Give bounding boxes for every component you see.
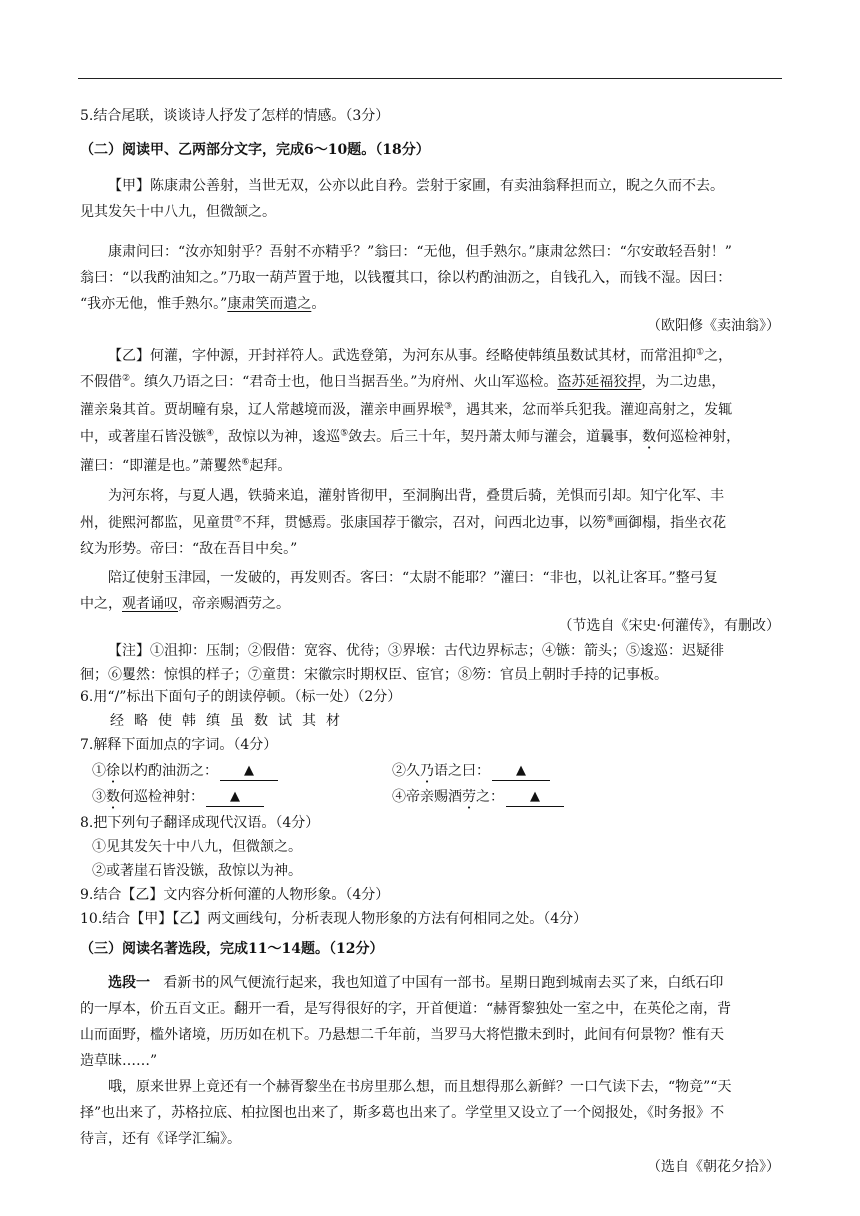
question-9: 9.结合【乙】文内容分析何灌的人物形象。（4分） [80, 887, 390, 903]
excerpt-line-1 [108, 973, 723, 993]
yi-l7-c: 画御榻，指坐衣花 [614, 515, 727, 531]
yi-line-2 [80, 372, 725, 392]
q7-item-2-answer-blank[interactable] [492, 762, 550, 781]
excerpt-1-text: 看新书的风气便流行起来，我也知道了中国有一部书。星期日跑到城南去买了来，白纸石印 [163, 975, 724, 991]
yi-line-6: 为河东将，与夏人遇，铁骑来追，灌射皆彻甲，至洞胸出背，叠贯后骑，羌惧而引却。知宁化军、丰 [108, 488, 724, 504]
yi-l2-a: 不假借 [80, 374, 122, 390]
q7-item-3-num: ③ [92, 789, 106, 805]
jia-line-5 [80, 294, 325, 314]
excerpt-line-6: 择”也出来了，苏格拉底、柏拉图也出来了，斯多葛也出来了。学堂里又设立了一个阅报处，《时务报》不 [80, 1105, 725, 1121]
q7-item-1-rest: 以杓酌油沥之： [120, 763, 218, 779]
excerpt-line-3: 山而面野，槛外诸境，历历如在机下。乃悬想二千年前，当罗马大将恺撒未到时，此间有何景物？惟有天 [80, 1027, 724, 1043]
note-mark-7: ⑦ [234, 514, 243, 525]
yi-l7-a: 州，徙熙河都监，见童贯 [80, 515, 234, 531]
excerpt-1-label: 选段一 [108, 975, 150, 991]
yi-l4-c: 敛去。后三十年，契丹萧太师与灌会，道曩事， [348, 429, 643, 445]
yi-line-8: 纹为形势。帝曰：“敌在吾目中矣。” [80, 541, 298, 557]
q7-item-3-dot: 数 [106, 789, 120, 805]
part-3-heading: （三）阅读名著选段，完成11～14题。（12分） [80, 941, 384, 957]
q7-item-4-answer-blank[interactable] [506, 788, 564, 807]
yi-l10-a: 中之， [80, 596, 122, 612]
q7-item-4-rest: 之： [476, 789, 504, 805]
yi-line-3 [80, 400, 732, 420]
yi-l2-c: ，为二边患， [641, 374, 726, 390]
q7-item-2-pre: 久 [406, 763, 420, 779]
q8-sentence-1: ①见其发矢十中八九，但微颔之。 [92, 839, 302, 855]
jia-source: （欧阳修《卖油翁》） [647, 318, 780, 334]
yi-l4-b: ，敌惊以为神，逡巡 [214, 429, 341, 445]
q7-item-2-dot: 乃 [420, 763, 434, 779]
jia-underlined-sentence: 康肃笑而遣之 [227, 296, 312, 312]
part-2-heading: （二）阅读甲、乙两部分文字，完成6～10题。（18分） [80, 142, 430, 158]
q7-item-3 [92, 787, 264, 807]
jia-line-4: 翁曰：“以我酌油知之。”乃取一葫芦置于地，以钱覆其口，徐以杓酌油沥之，自钱孔入，而钱不湿。因曰： [80, 270, 732, 286]
yi-line-4 [80, 427, 740, 447]
excerpt-line-2: 的一厚本，价五百文正。翻开一看，是写得很好的字，开首便道：“赫胥黎独处一室之中，在英伦之南，背 [80, 1001, 732, 1017]
yi-source: （节选自《宋史·何灌传》，有删改） [558, 618, 780, 634]
jia-line-3: 康肃问曰：“汝亦知射乎？吾射不亦精乎？”翁曰：“无他，但手熟尔。”康肃忿然曰：“尔安敢轻吾射！” [108, 244, 732, 260]
q7-item-4 [392, 787, 564, 807]
q7-item-1 [92, 761, 278, 781]
excerpt-source: （选自《朝花夕拾》） [647, 1159, 780, 1175]
note-mark-8: ⑧ [606, 514, 615, 525]
dotted-char-shu: 数 [642, 429, 657, 445]
note-mark-5: ⑤ [340, 428, 349, 439]
yi-l5-a: 灌曰：“即灌是也。”萧矍然 [80, 458, 242, 474]
note-mark-4: ④ [206, 428, 215, 439]
yi-l7-b: 不拜，贯憾焉。张康国荐于徽宗，召对，问西北边事，以笏 [242, 515, 607, 531]
notes-line-1: 【注】①沮抑：压制；②假借：宽容、优待；③界堠：古代边界标志；④镞：箭头；⑤逡巡：迟疑徘 [108, 643, 724, 659]
yi-line-5 [80, 456, 291, 476]
q7-item-1-dot: 徐 [106, 763, 120, 779]
excerpt-line-5: 哦，原来世界上竟还有一个赫胥黎坐在书房里那么想，而且想得那么新鲜？一口气读下去，“物竞”“天 [108, 1079, 732, 1095]
q6-sentence: 经略使韩缜虽数试其材 [110, 713, 350, 729]
q7-item-1-num: ① [92, 763, 106, 779]
jia-line-5-text: “我亦无他，惟手熟尔。” [80, 296, 228, 312]
question-5: 5.结合尾联，谈谈诗人抒发了怎样的情感。（3分） [80, 108, 390, 124]
jia-line-1: 【甲】陈康肃公善射，当世无双，公亦以此自矜。尝射于家圃，有卖油翁释担而立，睨之久而不去。 [108, 178, 724, 194]
jia-line-2: 见其发矢十中八九，但微颔之。 [80, 204, 276, 220]
top-rule [78, 78, 782, 79]
question-7: 7.解释下面加点的字词。（4分） [80, 737, 278, 753]
q7-item-3-answer-blank[interactable] [206, 788, 264, 807]
yi-line-7 [80, 513, 726, 533]
question-6: 6.用“/”标出下面句子的朗读停顿。（标一处）（2分） [80, 689, 402, 705]
yi-l1-a: 【乙】何灌，字仲源，开封祥符人。武选登第，为河东从事。经略使韩缜虽数试其材，而常沮抑 [108, 348, 696, 364]
q7-item-2-num: ② [392, 763, 406, 779]
q8-sentence-2: ②或著崖石皆没镞，敌惊以为神。 [92, 863, 302, 879]
q7-item-1-answer-blank[interactable] [220, 762, 278, 781]
yi-line-9: 陪辽使射玉津园，一发破的，再发则否。客曰：“太尉不能耶？”灌曰：“非也，以礼让客耳。”整弓复 [108, 570, 718, 586]
question-10: 10.结合【甲】【乙】两文画线句，分析表现人物形象的方法有何相同之处。（4分） [80, 911, 588, 927]
excerpt-line-7: 待言，还有《译学汇编》。 [80, 1131, 241, 1147]
q7-item-2-rest: 语之曰： [434, 763, 490, 779]
excerpt-1-gap [150, 975, 163, 991]
yi-l4-d: 何巡检神射， [656, 429, 741, 445]
yi-line-10 [80, 594, 290, 614]
q7-item-4-dot: 劳 [462, 789, 476, 805]
note-mark-1: ① [696, 347, 705, 358]
yi-l4-a: 中，或著崖石皆没镞 [80, 429, 206, 445]
note-mark-2: ② [122, 373, 131, 384]
yi-l5-b: 起拜。 [249, 458, 292, 474]
note-mark-3: ③ [444, 401, 453, 412]
yi-underlined-sentence: 观者诵叹 [122, 596, 178, 612]
yi-underlined-phrase: 盗苏延福狡捍 [557, 374, 642, 390]
q7-item-4-pre: 帝亲赐酒 [406, 789, 462, 805]
yi-l1-b: 之， [704, 348, 733, 364]
yi-line-1 [108, 346, 732, 366]
note-mark-6: ⑥ [241, 457, 250, 468]
yi-l2-b: 。缜久乃语之曰：“君奇士也，他日当据吾坐。”为府州、火山军巡检。 [130, 374, 558, 390]
q7-item-4-num: ④ [392, 789, 406, 805]
excerpt-line-4: 造草昧……” [80, 1053, 158, 1069]
notes-line-2: 徊；⑥矍然：惊惧的样子；⑦童贯：宋徽宗时期权臣、宦官；⑧笏：官员上朝时手持的记事板。 [80, 667, 668, 683]
yi-l10-b: ，帝亲赐酒劳之。 [178, 596, 290, 612]
jia-line-5-end: 。 [311, 296, 326, 312]
question-8: 8.把下列句子翻译成现代汉语。（4分） [80, 815, 320, 831]
q7-item-3-rest: 何巡检神射： [120, 789, 204, 805]
q7-item-2 [392, 761, 550, 781]
yi-l3-a: 灌亲枭其首。贾胡疃有泉，辽人常越境而汲，灌亲申画界堠 [80, 402, 444, 418]
yi-l3-b: ，遇其来，忿而举兵犯我。灌迎高射之，发辄 [452, 402, 733, 418]
